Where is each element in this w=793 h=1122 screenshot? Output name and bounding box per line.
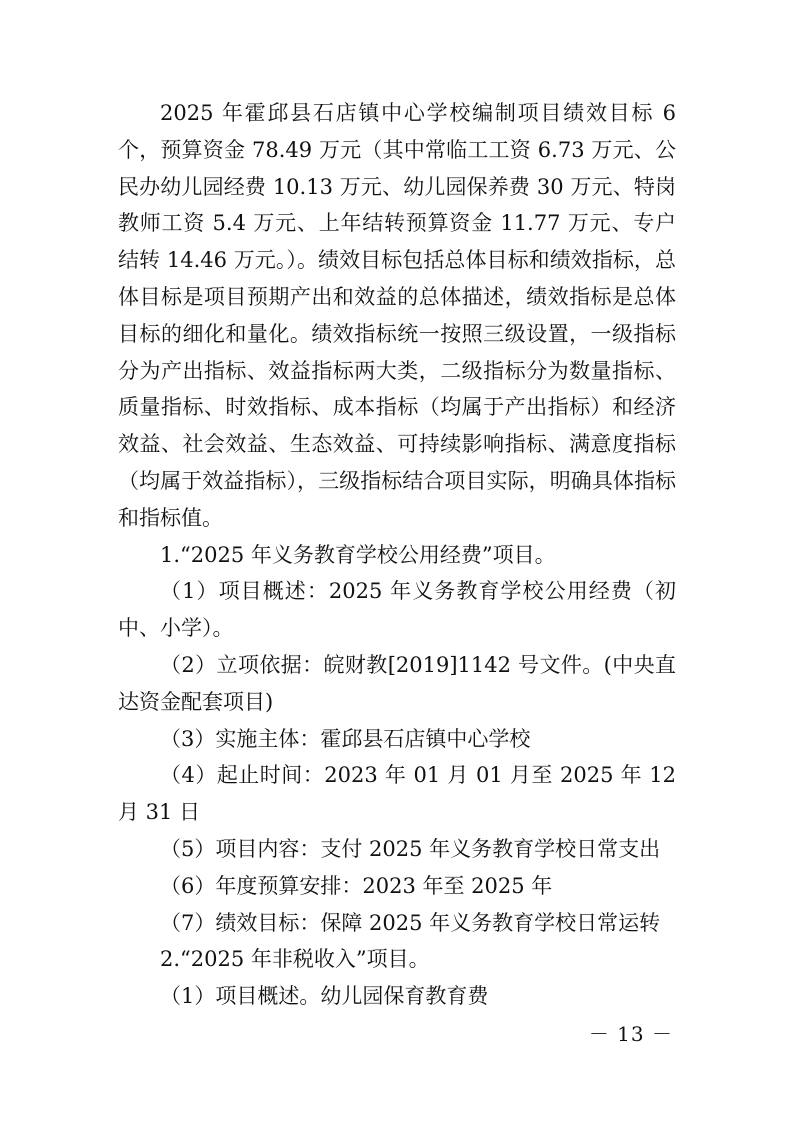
project-1-heading: 1.“2025 年义务教育学校公用经费”项目。 (160, 542, 556, 567)
project-1-budget: （6）年度预算安排：2023 年至 2025 年 (160, 873, 553, 898)
page-number: － 13 － (588, 1022, 673, 1046)
project-1-overview: （1）项目概述：2025 年义务教育学校公用经费（初中、小学）。 (118, 579, 676, 641)
project-2-heading: 2.“2025 年非税收入”项目。 (160, 947, 430, 972)
project-2-overview: （1）项目概述。幼儿园保育教育费 (160, 984, 489, 1009)
project-1-content: （5）项目内容：支付 2025 年义务教育学校日常支出 (160, 836, 661, 861)
project-1-goal: （7）绩效目标：保障 2025 年义务教育学校日常运转 (160, 910, 661, 935)
project-1-basis: （2）立项依据：皖财教[2019]1142 号文件。(中央直达资金配套项目) (118, 652, 676, 714)
document-body (118, 95, 676, 1015)
project-1-implementer: （3）实施主体：霍邱县石店镇中心学校 (160, 726, 531, 751)
intro-paragraph: 2025 年霍邱县石店镇中心学校编制项目绩效目标 6 个，预算资金 78.49 万元（其中常临工工资 6.73 万元、公民办幼儿园经费 10.13 万元、幼儿园保养费 30 万元、特岗教师工资 5.4 万元、上年结转预算资金 11.77 万元、专户结转 14.46 万元。）。绩效目标包括总体目标和绩效指标，总体目标是项目预期产出和效益的总体描述，绩效指标是总体目标的细化和量化。绩效指标统一按照三级设置，一级指标分为产出指标、效益指标两大类，二级指标分为数量指标、质量指标、时效指标、成本指标（均属于产出指标）和经济效益、社会效益、生态效益、可持续影响指标、满意度指标（均属于效益指标），三级指标结合项目实际，明确具体指标和指标值。 (118, 101, 676, 530)
project-1-period: （4）起止时间：2023 年 01 月 01 月至 2025 年 12 月 31 日 (118, 763, 676, 825)
